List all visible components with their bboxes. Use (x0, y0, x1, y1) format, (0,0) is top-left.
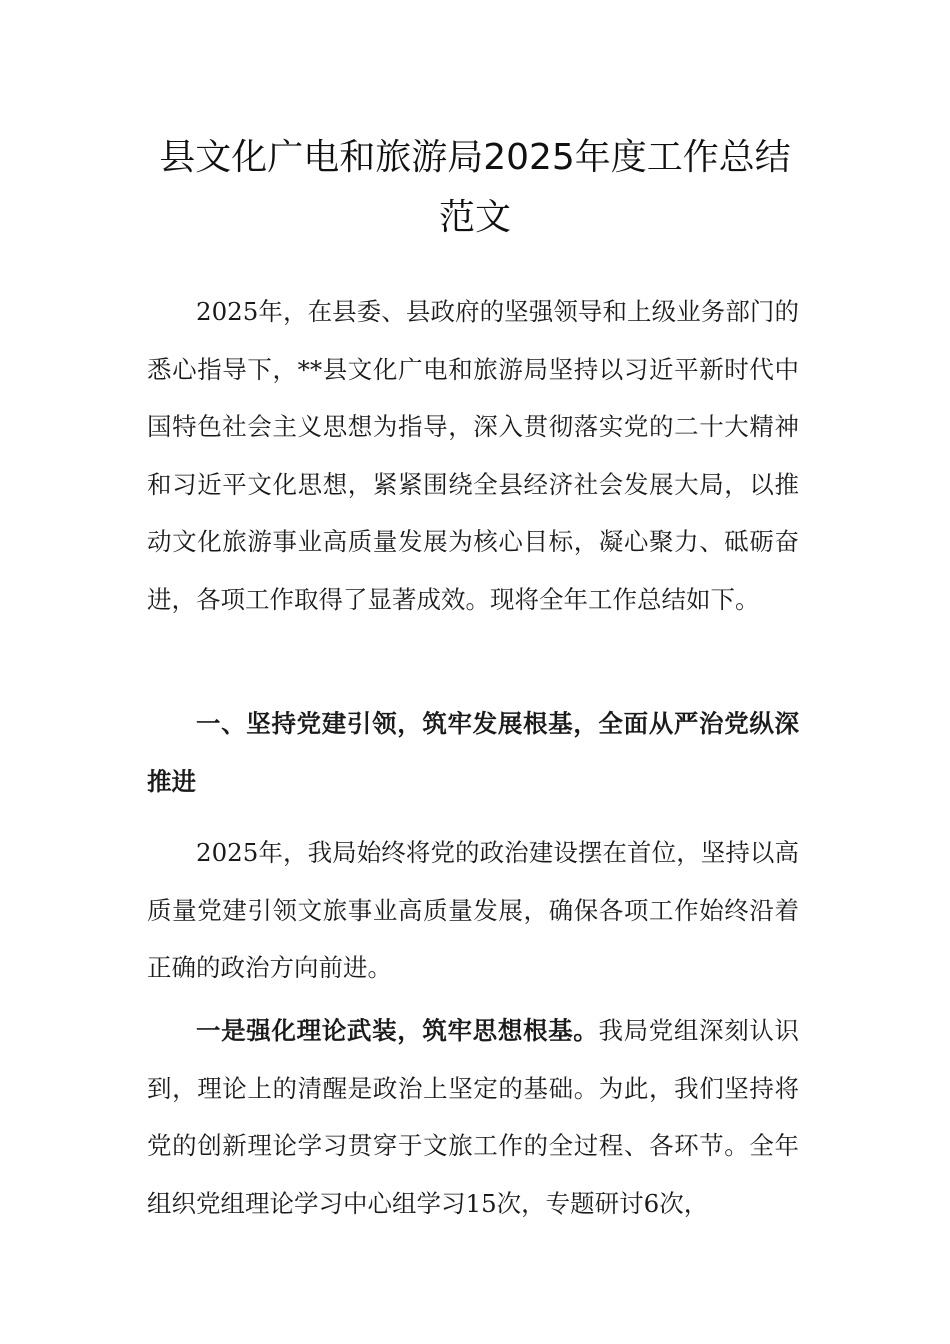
section-1-intro-paragraph: 2025年，我局始终将党的政治建设摆在首位，坚持以高质量党建引领文旅事业高质量发展，确保各项工作始终沿着正确的政治方向前进。 (147, 838, 799, 982)
item-1-paragraph (147, 1002, 799, 1232)
item-1-body: 我局党组深刻认识到，理论上的清醒是政治上坚定的基础。为此，我们坚持将党的创新理论学习贯穿于文旅工作的全过程、各环节。全年组织党组理论学习中心组学习15次，专题研讨6次， (147, 1016, 800, 1218)
item-1-lead: 一是强化理论武装，筑牢思想根基。 (196, 1016, 599, 1045)
intro-paragraph: 2025年，在县委、县政府的坚强领导和上级业务部门的悉心指导下，**县文化广电和旅游局坚持以习近平新时代中国特色社会主义思想为指导，深入贯彻落实党的二十大精神和习近平文化思想，紧紧围绕全县经济社会发展大局，以推动文化旅游事业高质量发展为核心目标，凝心聚力、砥砺奋进，各项工作取得了显著成效。现将全年工作总结如下。 (147, 297, 799, 614)
document-title: 县文化广电和旅游局2025年度工作总结范文 (159, 137, 791, 238)
section-heading-1: 一、坚持党建引领，筑牢发展根基，全面从严治党纵深推进 (147, 709, 799, 796)
